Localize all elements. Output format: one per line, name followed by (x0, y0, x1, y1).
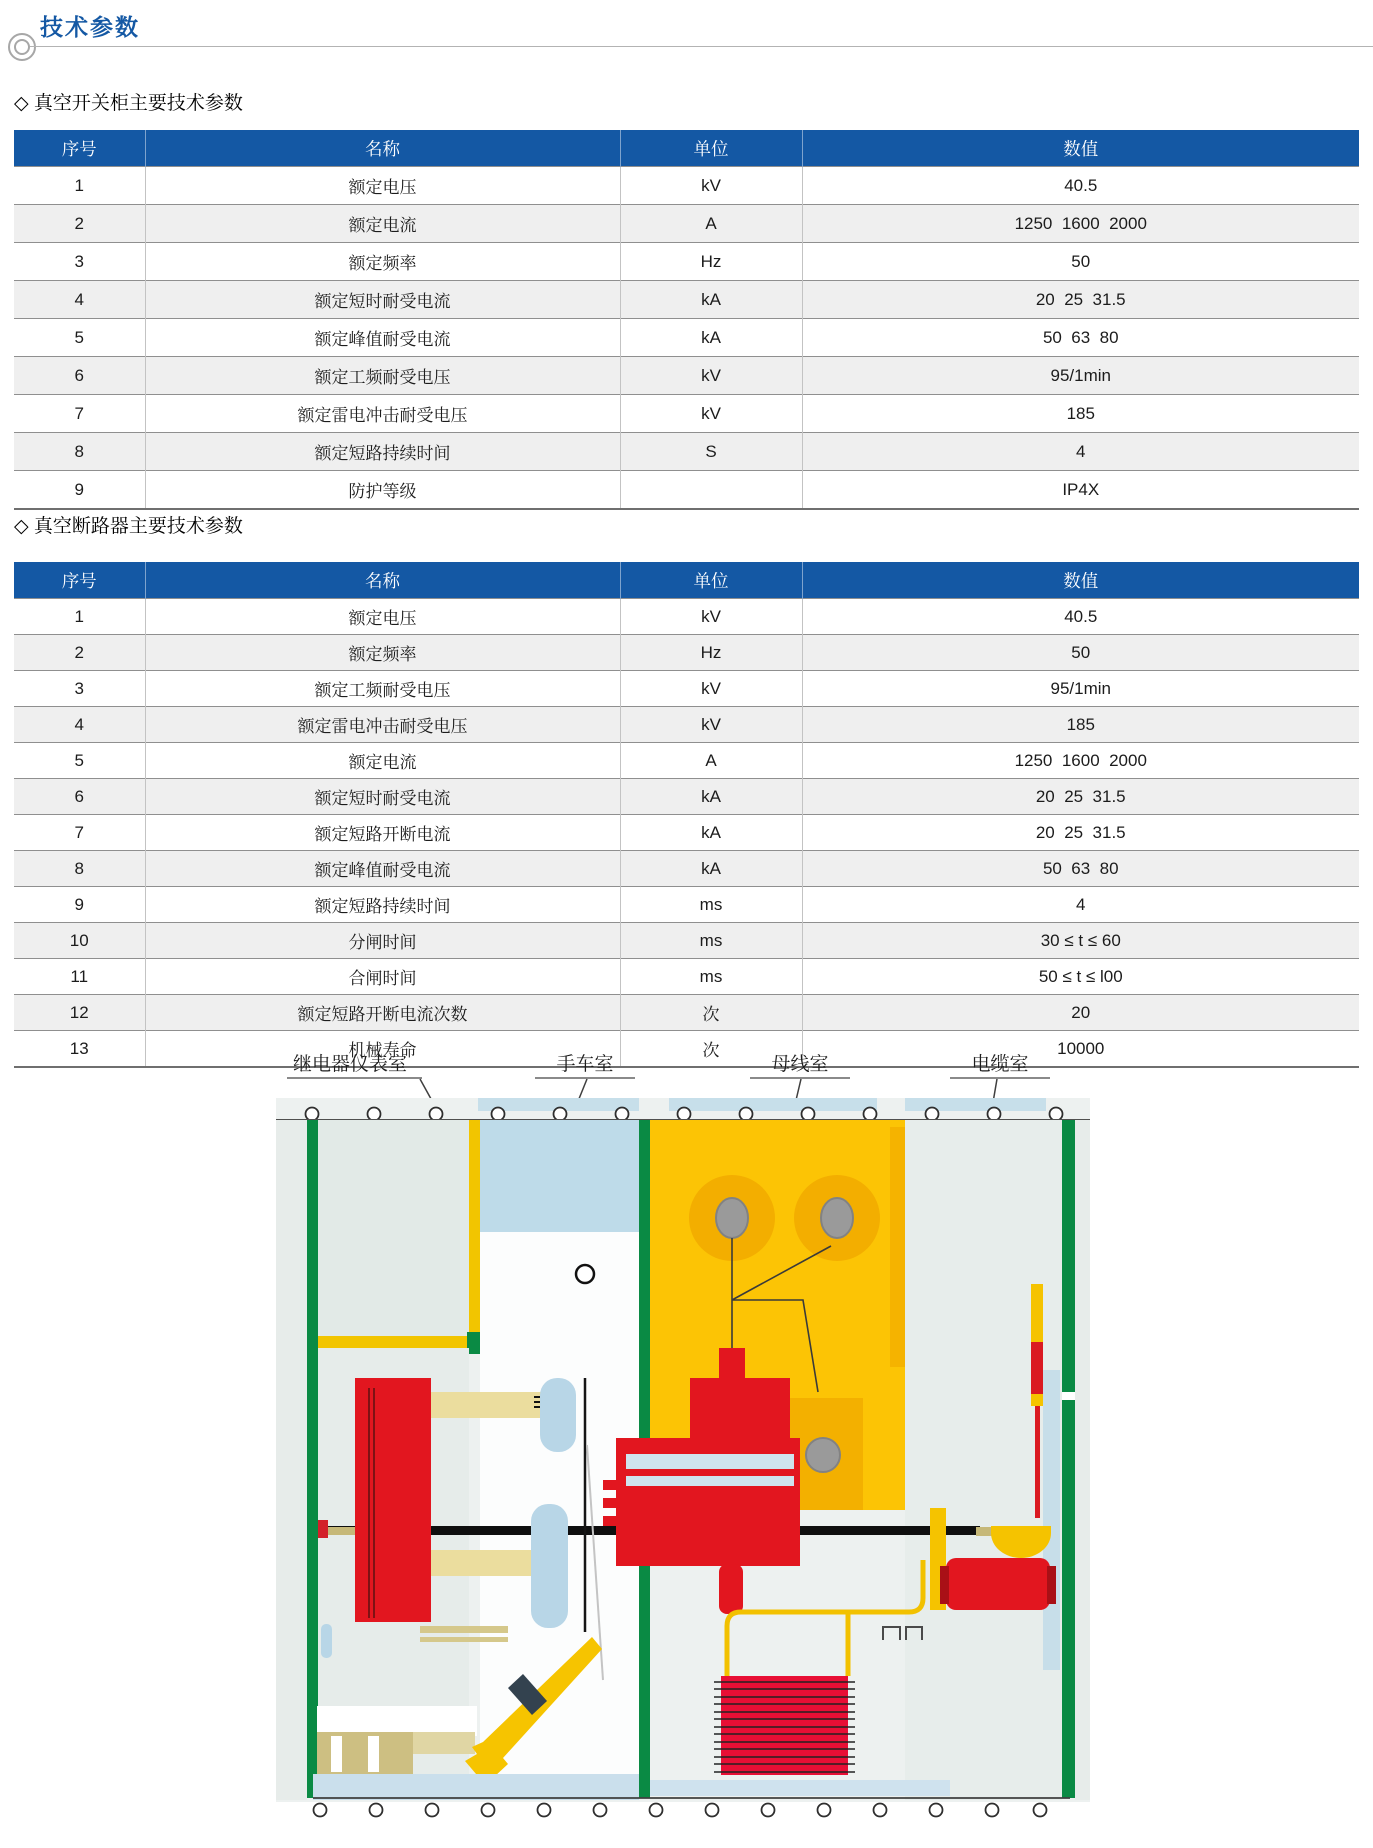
table-cell: 40.5 (802, 167, 1359, 205)
relay-room-area (318, 1120, 469, 1342)
table-cell: 额定雷电冲击耐受电压 (145, 707, 620, 743)
table-cell: 13 (14, 1031, 145, 1068)
table-cell: 10000 (802, 1031, 1359, 1068)
table-cell: 6 (14, 779, 145, 815)
label-relay-room: 继电器仪表室 (292, 1054, 408, 1075)
column-header: 序号 (14, 130, 145, 167)
column-header: 数值 (802, 562, 1359, 599)
table-cell: 7 (14, 815, 145, 851)
column-header: 名称 (145, 130, 620, 167)
table-row (14, 599, 1359, 635)
table-cell: 合闸时间 (145, 959, 620, 995)
table-cell: kV (620, 357, 802, 395)
table-cell: kV (620, 167, 802, 205)
cross-section-svg (235, 1040, 1095, 1848)
section-heading-switchgear: ◇ 真空开关柜主要技术参数 (14, 93, 243, 114)
table-cell: 20 25 31.5 (802, 779, 1359, 815)
table-cell: 3 (14, 243, 145, 281)
table-cell: 额定短路持续时间 (145, 433, 620, 471)
right-green-wall (1062, 1120, 1075, 1798)
table-cell: 185 (802, 395, 1359, 433)
handcart-port-hole (576, 1265, 594, 1283)
table-cell: 额定电压 (145, 167, 620, 205)
bottom-bolt-row (314, 1804, 1047, 1817)
table-cell (620, 471, 802, 510)
table-cell: 8 (14, 433, 145, 471)
table-cell: 1250 1600 2000 (802, 743, 1359, 779)
table-cell: 额定短路持续时间 (145, 887, 620, 923)
table-cell: 次 (620, 1031, 802, 1068)
table-cell: ms (620, 923, 802, 959)
table-cell: 1 (14, 167, 145, 205)
table-header-row (14, 562, 1359, 599)
column-header: 名称 (145, 562, 620, 599)
table-cell: 6 (14, 357, 145, 395)
left-green-wall (307, 1120, 318, 1798)
table-cell: 额定峰值耐受电流 (145, 319, 620, 357)
table-cell: 3 (14, 671, 145, 707)
table-cell: 分闸时间 (145, 923, 620, 959)
table-cell: 1 (14, 599, 145, 635)
table-cell: 9 (14, 887, 145, 923)
table-cell: kV (620, 599, 802, 635)
relay-room-yellow-wall (469, 1120, 480, 1342)
table-cell: 额定短路开断电流次数 (145, 995, 620, 1031)
table-row (14, 635, 1359, 671)
table-row (14, 995, 1359, 1031)
table-cell: 额定短时耐受电流 (145, 281, 620, 319)
table-row (14, 815, 1359, 851)
column-header: 单位 (620, 562, 802, 599)
table-cell: kA (620, 281, 802, 319)
table-row (14, 779, 1359, 815)
table-cell: A (620, 205, 802, 243)
column-header: 单位 (620, 130, 802, 167)
table-cell: 4 (14, 281, 145, 319)
table-cell: 4 (802, 433, 1359, 471)
switchgear-cross-section-diagram (235, 1040, 1095, 1848)
table-cell: 额定频率 (145, 635, 620, 671)
table-cell: 20 (802, 995, 1359, 1031)
table-cell: kA (620, 851, 802, 887)
table-row (14, 319, 1359, 357)
table-cell: kA (620, 779, 802, 815)
insulator-rod-upper (540, 1378, 576, 1452)
table-cell: 机械寿命 (145, 1031, 620, 1068)
table-cell: 额定电流 (145, 743, 620, 779)
section-heading-breaker: ◇ 真空断路器主要技术参数 (14, 516, 243, 537)
table-cell: A (620, 743, 802, 779)
table-cell: 额定电压 (145, 599, 620, 635)
right-outer-wall (1075, 1120, 1090, 1800)
table-cell: 20 25 31.5 (802, 281, 1359, 319)
table-cell: 11 (14, 959, 145, 995)
table-cell: 额定峰值耐受电流 (145, 851, 620, 887)
table-header-row (14, 130, 1359, 167)
table-cell: 50 (802, 635, 1359, 671)
table-cell: kV (620, 707, 802, 743)
table-cell: 2 (14, 635, 145, 671)
table-cell: kV (620, 395, 802, 433)
table-cell: 额定频率 (145, 243, 620, 281)
decorative-ring-icon (8, 33, 36, 61)
breaker-spec-table (14, 562, 1359, 1068)
table-cell: 防护等级 (145, 471, 620, 510)
table-row (14, 281, 1359, 319)
table-cell: 95/1min (802, 357, 1359, 395)
table-cell: 10 (14, 923, 145, 959)
table-cell: 额定电流 (145, 205, 620, 243)
left-outer-wall (276, 1120, 307, 1800)
table-cell: S (620, 433, 802, 471)
table-cell: 95/1min (802, 671, 1359, 707)
table-row (14, 243, 1359, 281)
table-cell: 额定短路开断电流 (145, 815, 620, 851)
table-cell: Hz (620, 635, 802, 671)
table-cell: 9 (14, 471, 145, 510)
table-cell: 50 63 80 (802, 319, 1359, 357)
table-cell: 30 ≤ t ≤ 60 (802, 923, 1359, 959)
table-cell: kA (620, 815, 802, 851)
table-cell: Hz (620, 243, 802, 281)
column-header: 序号 (14, 562, 145, 599)
label-busbar-room: 母线室 (771, 1054, 829, 1075)
table-cell: 额定短时耐受电流 (145, 779, 620, 815)
table-row (14, 167, 1359, 205)
table-cell: 50 63 80 (802, 851, 1359, 887)
table-cell: ms (620, 959, 802, 995)
table-row (14, 395, 1359, 433)
table-cell: 次 (620, 995, 802, 1031)
table-cell: kA (620, 319, 802, 357)
table-cell: 50 ≤ t ≤ l00 (802, 959, 1359, 995)
table-cell: 12 (14, 995, 145, 1031)
table-row (14, 671, 1359, 707)
table-cell: 额定雷电冲击耐受电压 (145, 395, 620, 433)
title-divider (30, 46, 1373, 47)
table-cell: ms (620, 887, 802, 923)
column-header: 数值 (802, 130, 1359, 167)
table-row (14, 959, 1359, 995)
table-cell: 50 (802, 243, 1359, 281)
table-cell: 8 (14, 851, 145, 887)
switchgear-spec-table (14, 130, 1359, 510)
table-cell: kV (620, 671, 802, 707)
table-row (14, 357, 1359, 395)
table-row (14, 887, 1359, 923)
label-handcart-room: 手车室 (556, 1054, 614, 1075)
table-cell: 5 (14, 319, 145, 357)
table-cell: 185 (802, 707, 1359, 743)
table-row (14, 433, 1359, 471)
page-title: 技术参数 (40, 14, 140, 40)
table-cell: 7 (14, 395, 145, 433)
table-cell: 4 (14, 707, 145, 743)
table-cell: 1250 1600 2000 (802, 205, 1359, 243)
table-cell: 4 (802, 887, 1359, 923)
table-cell: 额定工频耐受电压 (145, 671, 620, 707)
table-row (14, 205, 1359, 243)
insulator-rod-lower (531, 1504, 568, 1628)
table-cell: 5 (14, 743, 145, 779)
table-row (14, 743, 1359, 779)
table-row (14, 851, 1359, 887)
cable-termination-coil (714, 1676, 855, 1775)
table-cell: 40.5 (802, 599, 1359, 635)
table-cell: IP4X (802, 471, 1359, 510)
table-cell: 20 25 31.5 (802, 815, 1359, 851)
table-cell: 2 (14, 205, 145, 243)
table-row (14, 707, 1359, 743)
table-row (14, 923, 1359, 959)
table-row (14, 471, 1359, 510)
label-cable-room: 电缆室 (971, 1054, 1029, 1075)
table-cell: 额定工频耐受电压 (145, 357, 620, 395)
